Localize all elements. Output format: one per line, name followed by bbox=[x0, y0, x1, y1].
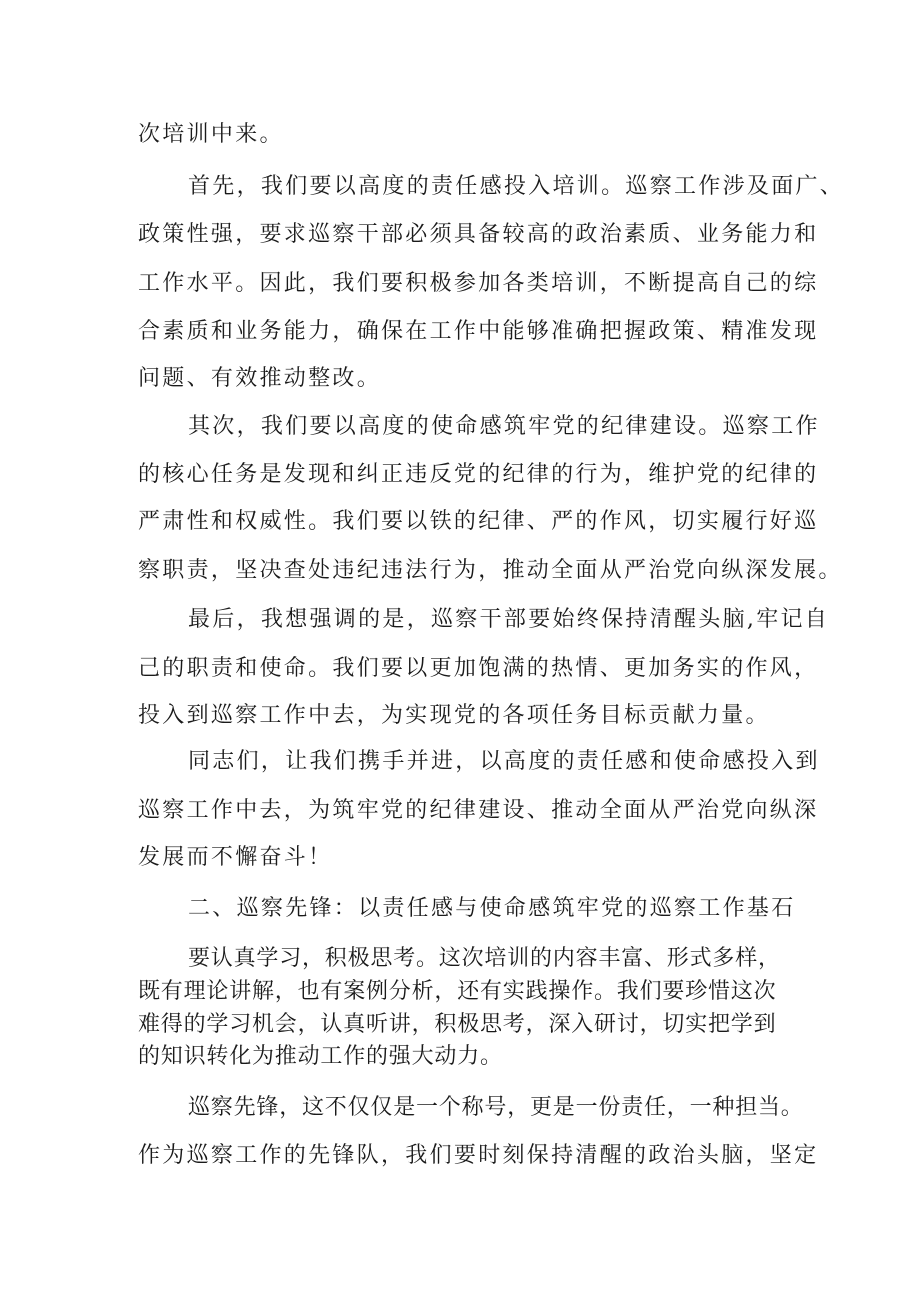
paragraph-2-line-2: 的核心任务是发现和纠正违反党的纪律的行为，维护党的纪律的 bbox=[138, 462, 819, 487]
paragraph-2-line-3: 严肃性和权威性。我们要以铁的纪律、严的作风，切实履行好巡 bbox=[138, 509, 819, 534]
paragraph-1-line-4: 合素质和业务能力，确保在工作中能够准确把握政策、精准发现 bbox=[138, 319, 819, 344]
paragraph-1-line-3: 工作水平。因此，我们要积极参加各类培训，不断提高自己的综 bbox=[138, 271, 819, 296]
text-line-1: 次培训中来。 bbox=[138, 122, 284, 147]
paragraph-6-line-2: 作为巡察工作的先锋队，我们要时刻保持清醒的政治头脑，坚定 bbox=[138, 1143, 819, 1168]
paragraph-1-line-5: 问题、有效推动整改。 bbox=[138, 366, 382, 391]
paragraph-5-line-4: 的知识转化为推动工作的强大动力。 bbox=[138, 1044, 503, 1069]
paragraph-3-line-3: 投入到巡察工作中去，为实现党的各项任务目标贡献力量。 bbox=[138, 703, 770, 728]
paragraph-4-line-3: 发展而不懈奋斗！ bbox=[138, 845, 333, 870]
paragraph-2-line-4: 察职责，坚决查处违纪违法行为，推动全面从严治党向纵深发展。 bbox=[138, 558, 843, 583]
paragraph-6-line-1: 巡察先锋，这不仅仅是一个称号，更是一份责任，一种担当。 bbox=[188, 1095, 804, 1120]
paragraph-3-line-2: 己的职责和使命。我们要以更加饱满的热情、更加务实的作风， bbox=[138, 656, 819, 681]
paragraph-5-line-2: 既有理论讲解，也有案例分析，还有实践操作。我们要珍惜这次 bbox=[138, 979, 777, 1004]
section-heading: 二、巡察先锋：以责任感与使命感筑牢党的巡察工作基石 bbox=[188, 896, 796, 921]
paragraph-4-line-1: 同志们，让我们携手并进，以高度的责任感和使命感投入到 bbox=[188, 749, 820, 774]
paragraph-5-line-1: 要认真学习，积极思考。这次培训的内容丰富、形式多样， bbox=[188, 946, 781, 971]
paragraph-1-line-1: 首先，我们要以高度的责任感投入培训。巡察工作涉及面广、 bbox=[188, 174, 845, 199]
paragraph-4-line-2: 巡察工作中去，为筑牢党的纪律建设、推动全面从严治党向纵深 bbox=[138, 798, 819, 823]
paragraph-5-line-3: 难得的学习机会，认真听讲，积极思考，深入研讨，切实把学到 bbox=[138, 1012, 777, 1037]
paragraph-1-line-2: 政策性强，要求巡察干部必须具备较高的政治素质、业务能力和 bbox=[138, 222, 819, 247]
paragraph-2-line-1: 其次，我们要以高度的使命感筑牢党的纪律建设。巡察工作 bbox=[188, 414, 820, 439]
paragraph-3-line-1: 最后，我想强调的是，巡察干部要始终保持清醒头脑,牢记自 bbox=[188, 607, 830, 632]
